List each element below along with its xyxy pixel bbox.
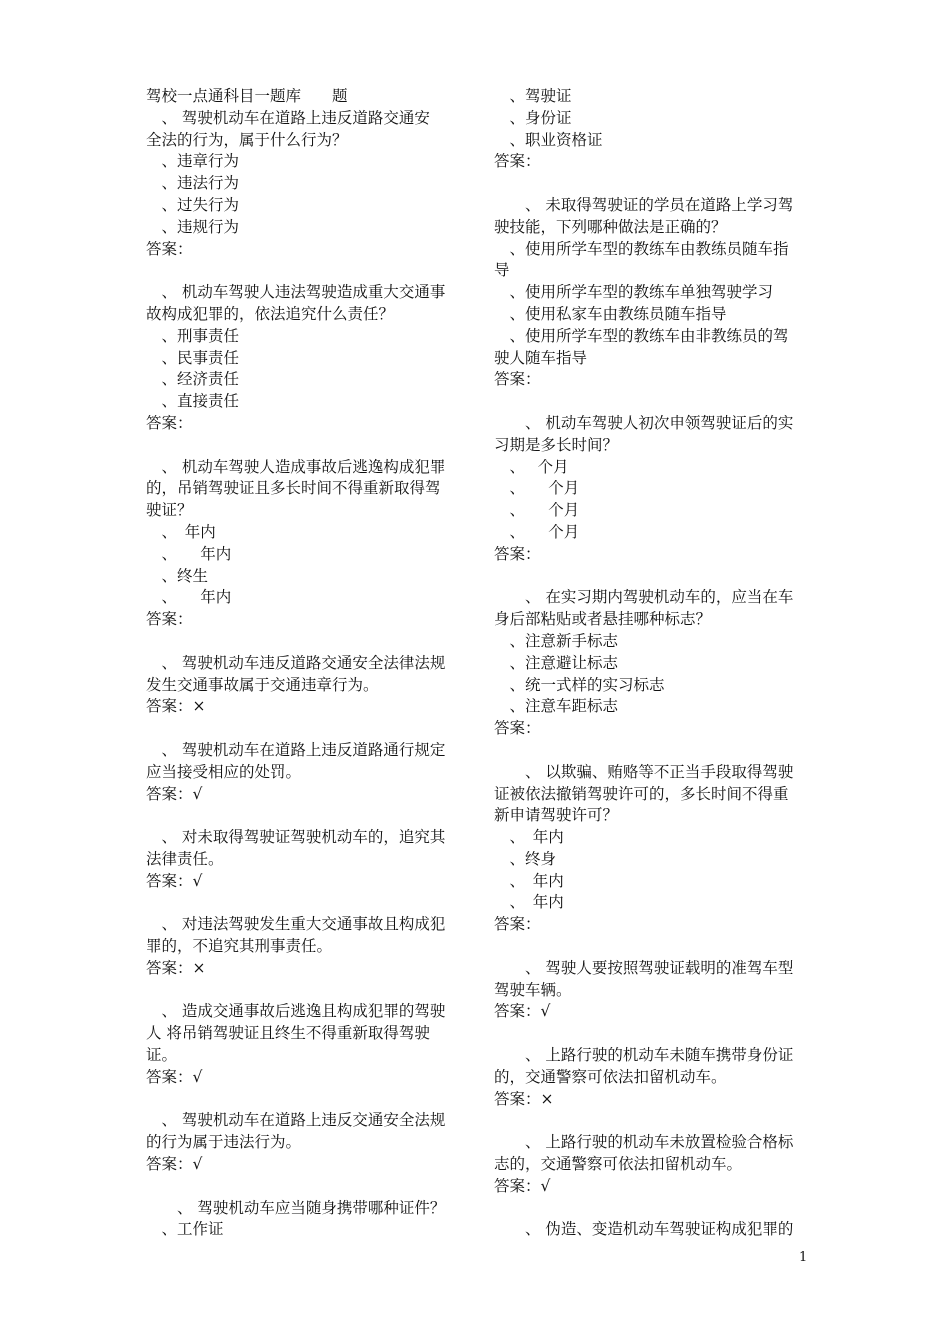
text-line: 、 机动车驾驶人初次申领驾驶证后的实 <box>494 413 794 432</box>
text-line: 、驾驶证 <box>494 87 572 105</box>
text-line: 、直接责任 <box>146 392 240 411</box>
text-line: 答案： <box>146 239 193 258</box>
text-line: 、身份证 <box>494 108 572 127</box>
text-line: 全法的行为，属于什么行为？ <box>146 130 348 149</box>
text-line: 、 个月 <box>494 501 580 520</box>
blank-line <box>494 740 810 762</box>
text-line: 、 机动车驾驶人违法驾驶造成重大交通事 <box>146 283 446 302</box>
text-line: 、 未取得驾驶证的学员在道路上学习驾 <box>494 195 794 214</box>
text-line: 、 上路行驶的机动车未随车携带身份证 <box>494 1046 794 1065</box>
text-line: 应当接受相应的处罚。 <box>146 762 302 781</box>
text-line: 法律责任。 <box>146 849 224 868</box>
text-line: 、违法行为 <box>146 174 240 193</box>
text-line: 、违规行为 <box>146 217 240 236</box>
text-line: 、 机动车驾驶人造成事故后逃逸构成犯罪 <box>146 457 446 476</box>
text-line: 答案： <box>494 370 541 389</box>
text-line: 、 个月 <box>494 479 580 498</box>
text-line: 答案：× <box>146 958 206 977</box>
text-line: 、 个月 <box>494 457 569 476</box>
blank-line <box>494 936 810 958</box>
text-line: 、过失行为 <box>146 195 240 214</box>
text-line: 答案：√ <box>146 1155 203 1174</box>
blank-line <box>494 391 810 413</box>
text-line: 答案： <box>146 610 193 629</box>
text-line: 、 年内 <box>494 828 564 847</box>
text-line: 、使用所学车型的教练车由非教练员的驾 <box>494 326 789 345</box>
text-line: 身后部粘贴或者悬挂哪种标志？ <box>494 610 712 629</box>
text-line: 、 对违法驾驶发生重大交通事故且构成犯 <box>146 915 446 934</box>
text-line: 、职业资格证 <box>494 130 603 149</box>
text-line: 、注意新手标志 <box>494 631 619 650</box>
text-line: 答案：√ <box>146 1067 203 1086</box>
text-line: 、使用所学车型的教练车单独驾驶学习 <box>494 283 774 302</box>
blank-line <box>146 1176 466 1198</box>
text-line: 、 驾驶机动车在道路上违反交通安全法规 <box>146 1111 446 1130</box>
right-column <box>494 86 810 1241</box>
text-line: 的行为属于违法行为。 <box>146 1133 302 1152</box>
blank-line <box>146 1089 466 1111</box>
text-line: 、民事责任 <box>146 348 240 367</box>
text-line: 答案： <box>494 152 541 171</box>
text-line: 、 驾驶人要按照驾驶证载明的准驾车型 <box>494 958 794 977</box>
text-line: 罪的，不追究其刑事责任。 <box>146 937 333 956</box>
blank-line <box>494 1198 810 1220</box>
left-column <box>146 86 466 1241</box>
text-line: 、终生 <box>146 566 209 585</box>
text-line: 答案：√ <box>146 871 203 890</box>
blank-line <box>146 980 466 1002</box>
text-line: 、 对未取得驾驶证驾驶机动车的，追究其 <box>146 828 446 847</box>
text-line: 、违章行为 <box>146 152 240 171</box>
text-line: 、 伪造、变造机动车驾驶证构成犯罪的 <box>494 1220 794 1239</box>
text-line: 、 年内 <box>146 522 216 541</box>
text-line: 答案：√ <box>494 1002 551 1021</box>
text-line: 、 驾驶机动车在道路上违反道路通行规定 <box>146 740 446 759</box>
text-line: 、 驾驶机动车在道路上违反道路交通安 <box>146 108 430 127</box>
blank-line <box>146 631 466 653</box>
text-line: 、使用私家车由教练员随车指导 <box>494 304 727 323</box>
text-line: 、刑事责任 <box>146 326 240 345</box>
text-line: 答案：√ <box>146 784 203 803</box>
text-line: 、 在实习期内驾驶机动车的，应当在车 <box>494 588 794 607</box>
text-line: 、 年内 <box>494 871 564 890</box>
text-line: 答案： <box>494 915 541 934</box>
blank-line <box>494 173 810 195</box>
blank-line <box>146 805 466 827</box>
blank-line <box>494 1023 810 1045</box>
text-line: 导 <box>494 261 510 280</box>
text-line: 、 驾驶机动车违反道路交通安全法律法规 <box>146 653 446 672</box>
text-line: 、注意避让标志 <box>494 653 619 672</box>
blank-line <box>494 566 810 588</box>
blank-line <box>146 718 466 740</box>
blank-line <box>494 1110 810 1132</box>
text-line: 答案： <box>494 544 541 563</box>
text-line: 、 以欺骗、贿赂等不正当手段取得驾驶 <box>494 762 794 781</box>
text-line: 答案：× <box>494 1089 554 1108</box>
text-line: 、 造成交通事故后逃逸且构成犯罪的驾驶 <box>146 1002 446 1021</box>
text-line: 、 年内 <box>494 893 564 912</box>
text-line: 、 个月 <box>494 522 580 541</box>
text-line: 答案：× <box>146 697 206 716</box>
text-line: 、使用所学车型的教练车由教练员随车指 <box>494 239 789 258</box>
text-line: 答案： <box>146 413 193 432</box>
text-line: 志的，交通警察可依法扣留机动车。 <box>494 1155 743 1174</box>
text-line: 驾驶车辆。 <box>494 980 572 999</box>
text-line: 、 年内 <box>146 544 232 563</box>
text-line: 、工作证 <box>146 1220 224 1239</box>
text-line: 、 年内 <box>146 588 232 607</box>
text-line: 驶人随车指导 <box>494 348 588 367</box>
blank-line <box>146 892 466 914</box>
page-number: 1 <box>799 1250 808 1265</box>
blank-line <box>146 260 466 282</box>
text-line: 发生交通事故属于交通违章行为。 <box>146 675 379 694</box>
text-line: 证。 <box>146 1046 178 1065</box>
text-line: 新申请驾驶许可？ <box>494 806 619 825</box>
text-line: 人 将吊销驾驶证且终生不得重新取得驾驶 <box>146 1024 430 1043</box>
text-line: 习期是多长时间？ <box>494 435 619 454</box>
text-line: 、 上路行驶的机动车未放置检验合格标 <box>494 1133 794 1152</box>
text-line: 、注意车距标志 <box>494 697 619 716</box>
text-line: 证被依法撤销驾驶许可的，多长时间不得重 <box>494 784 789 803</box>
text-line: 答案： <box>494 719 541 738</box>
text-line: 、 驾驶机动车应当随身携带哪种证件？ <box>146 1198 446 1217</box>
text-line: 的，吊销驾驶证且多长时间不得重新取得驾 <box>146 479 441 498</box>
text-line: 、经济责任 <box>146 370 240 389</box>
text-line: 故构成犯罪的，依法追究什么责任？ <box>146 304 395 323</box>
text-line: 、统一式样的实习标志 <box>494 675 665 694</box>
text-line: 驶技能，下列哪种做法是正确的？ <box>494 217 727 236</box>
text-line: 答案：√ <box>494 1176 551 1195</box>
text-line: 的，交通警察可依法扣留机动车。 <box>494 1067 727 1086</box>
text-line: 驶证？ <box>146 501 193 520</box>
text-line: 驾校一点通科目一题库 题 <box>146 87 348 105</box>
text-line: 、终身 <box>494 849 557 868</box>
blank-line <box>146 435 466 457</box>
